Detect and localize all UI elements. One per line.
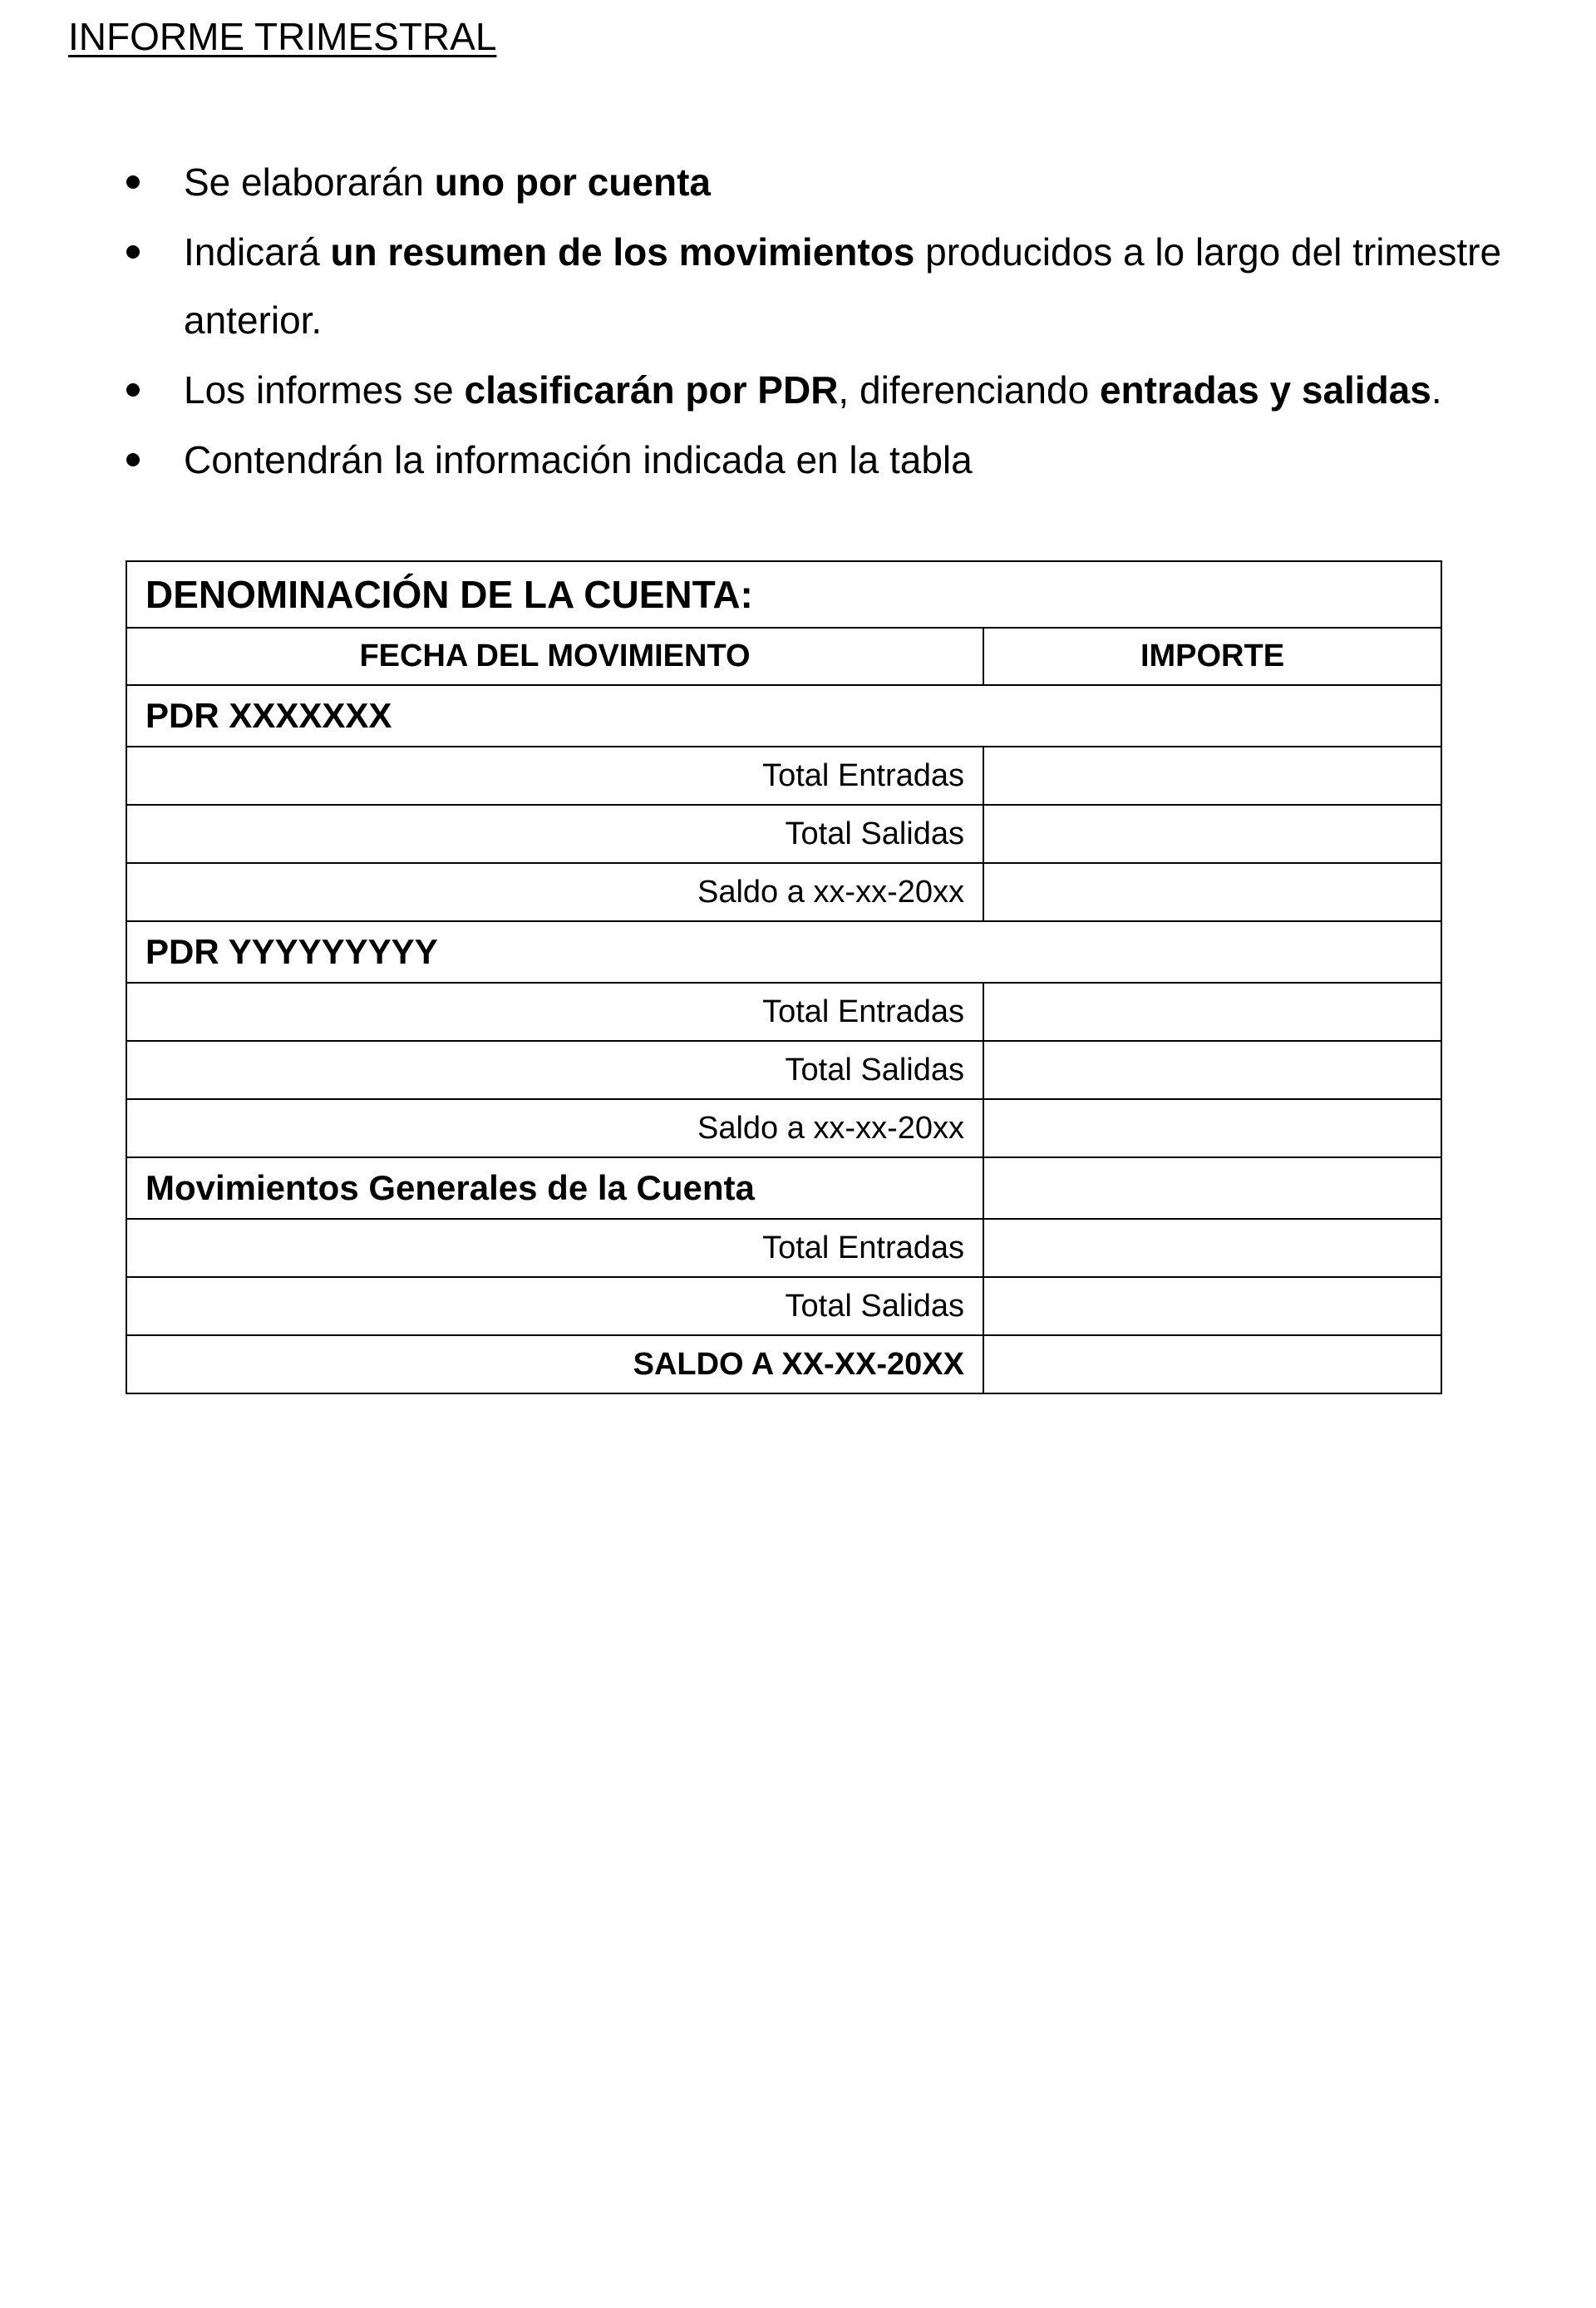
line-label: Total Entradas bbox=[126, 983, 983, 1041]
line-label: Saldo a xx-xx-20xx bbox=[126, 1099, 983, 1157]
group-row bbox=[126, 685, 1441, 747]
bullet-text-normal: , diferenciando bbox=[838, 368, 1100, 412]
bullet-text-bold: un resumen de los movimientos bbox=[330, 230, 915, 274]
amount-cell bbox=[983, 747, 1441, 805]
table-title: DENOMINACIÓN DE LA CUENTA: bbox=[126, 561, 1441, 628]
table-row bbox=[126, 1099, 1441, 1157]
final-balance-row bbox=[126, 1335, 1441, 1393]
table-row bbox=[126, 1277, 1441, 1335]
bullet-item bbox=[0, 218, 1596, 354]
amount-cell bbox=[983, 983, 1441, 1041]
group-row bbox=[126, 921, 1441, 983]
bullet-text-bold: entradas y salidas bbox=[1099, 368, 1431, 412]
group-name: Movimientos Generales de la Cuenta bbox=[126, 1157, 983, 1219]
final-balance-label: SALDO A XX-XX-20XX bbox=[126, 1335, 983, 1393]
line-label: Total Entradas bbox=[126, 747, 983, 805]
amount-cell bbox=[983, 863, 1441, 921]
amount-cell bbox=[983, 1041, 1441, 1099]
table-row bbox=[126, 863, 1441, 921]
bullet-text-normal: Se elaborarán bbox=[184, 160, 435, 204]
table-row bbox=[126, 1041, 1441, 1099]
group-name: PDR XXXXXXX bbox=[126, 685, 1441, 747]
account-summary-table bbox=[126, 560, 1442, 1394]
line-label: Total Salidas bbox=[126, 1041, 983, 1099]
bullet-item bbox=[0, 356, 1596, 424]
amount-cell bbox=[983, 1277, 1441, 1335]
amount-cell bbox=[983, 1099, 1441, 1157]
table-row bbox=[126, 805, 1441, 863]
line-label: Total Salidas bbox=[126, 1277, 983, 1335]
bullet-dot-icon bbox=[126, 175, 140, 189]
table-row bbox=[126, 1219, 1441, 1277]
page-title: INFORME TRIMESTRAL bbox=[68, 15, 497, 58]
amount-cell bbox=[983, 1157, 1441, 1219]
bullet-dot-icon bbox=[126, 245, 140, 259]
amount-cell bbox=[983, 1219, 1441, 1277]
table-header-row bbox=[126, 628, 1441, 685]
amount-cell bbox=[983, 805, 1441, 863]
header-amount: IMPORTE bbox=[983, 628, 1441, 685]
general-group-row bbox=[126, 1157, 1441, 1219]
header-date: FECHA DEL MOVIMIENTO bbox=[126, 628, 983, 685]
group-name: PDR YYYYYYYYY bbox=[126, 921, 1441, 983]
bullet-item bbox=[0, 426, 1596, 494]
bullet-text-normal: Contendrán la información indicada en la tabla bbox=[184, 438, 973, 481]
bullet-text-bold: clasificarán por PDR bbox=[464, 368, 839, 412]
line-label: Saldo a xx-xx-20xx bbox=[126, 863, 983, 921]
bullet-text-normal: Indicará bbox=[184, 230, 331, 274]
bullet-text-normal: . bbox=[1431, 368, 1442, 412]
table-row bbox=[126, 747, 1441, 805]
table-title-row bbox=[126, 561, 1441, 628]
bullet-list bbox=[0, 148, 1596, 496]
amount-cell bbox=[983, 1335, 1441, 1393]
line-label: Total Entradas bbox=[126, 1219, 983, 1277]
bullet-text-bold: uno por cuenta bbox=[434, 160, 711, 204]
bullet-dot-icon bbox=[126, 383, 140, 397]
bullet-dot-icon bbox=[126, 453, 140, 466]
bullet-item bbox=[0, 148, 1596, 216]
bullet-text-normal: Los informes se bbox=[184, 368, 465, 412]
table-row bbox=[126, 983, 1441, 1041]
bullet-text-normal: producidos a lo largo del trimestre anterior. bbox=[184, 230, 1502, 342]
line-label: Total Salidas bbox=[126, 805, 983, 863]
